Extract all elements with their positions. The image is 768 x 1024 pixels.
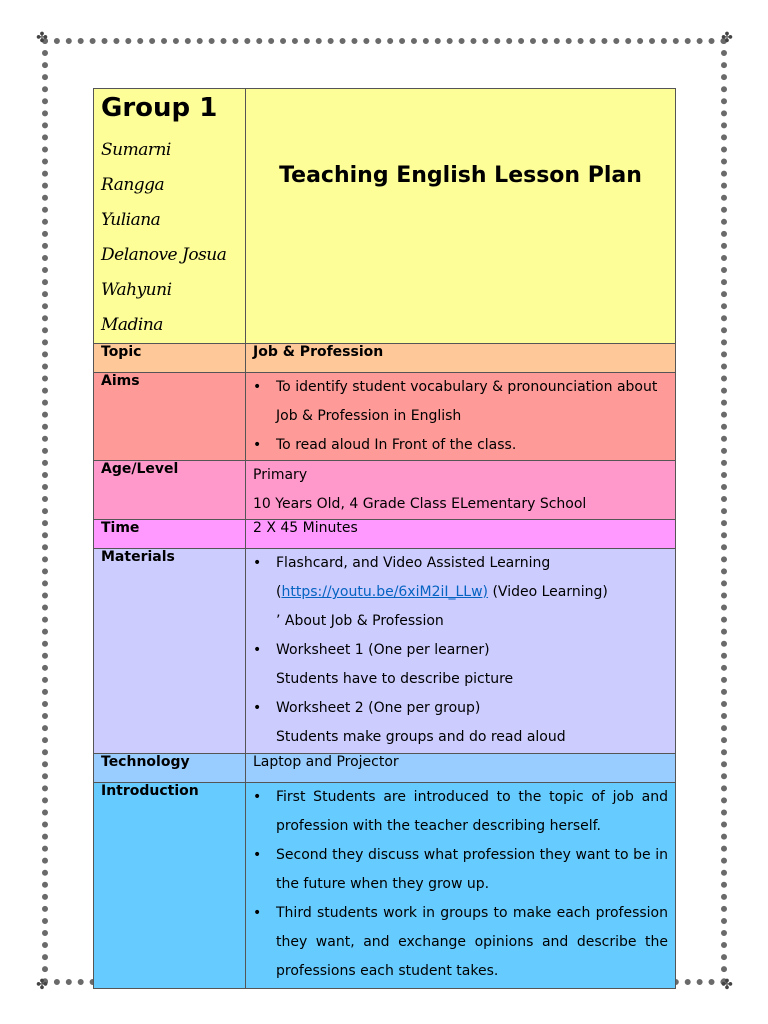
aims-row	[94, 373, 676, 461]
age-level-text: 10 Years Old, 4 Grade Class ELementary School	[253, 496, 587, 512]
bullet-icon: •	[253, 437, 262, 453]
list-item	[253, 431, 668, 460]
intro-text: First Students are introduced to the topic of job and	[276, 789, 668, 805]
material-text: ’ About Job & Profession	[276, 613, 444, 629]
bullet-icon: •	[253, 555, 262, 571]
group-title: Group 1	[101, 93, 218, 123]
material-text: (	[276, 584, 282, 600]
age-level-row	[94, 461, 676, 520]
material-text: Students have to describe picture	[276, 671, 514, 687]
technology-label: Technology	[94, 754, 246, 783]
technology-value: Laptop and Projector	[246, 754, 676, 783]
technology-row	[94, 754, 676, 783]
intro-text: Third students work in groups to make each profession	[276, 905, 668, 921]
intro-text: Second they discuss what profession they want to be in	[276, 847, 668, 863]
bullet-icon: •	[253, 905, 262, 921]
list-item	[253, 899, 668, 986]
age-level-cell	[246, 461, 676, 520]
aim-text: To identify student vocabulary & pronounciation about	[276, 379, 658, 395]
aim-text: To read aloud In Front of the class.	[276, 437, 517, 453]
material-text: Flashcard, and Video Assisted Learning	[276, 555, 551, 571]
intro-text: they want, and exchange opinions and describe the	[276, 934, 668, 950]
intro-text: professions each student takes.	[276, 963, 499, 979]
time-row	[94, 520, 676, 549]
member-name: Delanove Josua	[101, 245, 227, 265]
introduction-cell	[246, 783, 676, 989]
member-list	[101, 133, 238, 343]
time-value: 2 X 45 Minutes	[246, 520, 676, 549]
aims-cell	[246, 373, 676, 461]
materials-label: Materials	[94, 549, 246, 754]
intro-text: the future when they grow up.	[276, 876, 490, 892]
lesson-plan-table	[93, 88, 676, 989]
materials-row	[94, 549, 676, 754]
member-name: Sumarni Rangga	[101, 140, 171, 195]
corner-ornament-icon: ✤	[36, 30, 48, 46]
corner-ornament-icon: ✤	[721, 30, 733, 46]
introduction-row	[94, 783, 676, 989]
material-text: Worksheet 2 (One per group)	[276, 700, 481, 716]
list-item	[253, 373, 668, 431]
age-level-label: Age/Level	[94, 461, 246, 520]
title-cell	[246, 89, 676, 344]
introduction-label: Introduction	[94, 783, 246, 989]
topic-value: Job & Profession	[246, 344, 676, 373]
page-title: Teaching English Lesson Plan	[279, 163, 642, 188]
bullet-icon: •	[253, 847, 262, 863]
aim-text: Job & Profession in English	[276, 408, 462, 424]
list-item	[253, 636, 668, 694]
video-link[interactable]: https://youtu.be/6xiM2iI_LLw)	[281, 584, 489, 600]
material-text: Students make groups and do read aloud	[276, 729, 566, 745]
header-row	[94, 89, 676, 344]
aims-label: Aims	[94, 373, 246, 461]
material-text: (Video Learning)	[488, 584, 608, 600]
group-cell	[94, 89, 246, 344]
materials-cell	[246, 549, 676, 754]
time-label: Time	[94, 520, 246, 549]
corner-ornament-icon: ✤	[721, 977, 733, 993]
age-level-text: Primary	[253, 467, 308, 483]
topic-row	[94, 344, 676, 373]
corner-ornament-icon: ✤	[36, 977, 48, 993]
bullet-icon: •	[253, 379, 262, 395]
member-name: Yuliana	[101, 210, 161, 230]
topic-label: Topic	[94, 344, 246, 373]
bullet-icon: •	[253, 642, 262, 658]
list-item	[253, 783, 668, 841]
member-name: Wahyuni Madina	[101, 280, 172, 335]
bullet-icon: •	[253, 700, 262, 716]
material-text: Worksheet 1 (One per learner)	[276, 642, 490, 658]
list-item	[253, 549, 668, 636]
bullet-icon: •	[253, 789, 262, 805]
intro-text: profession with the teacher describing herself.	[276, 818, 601, 834]
list-item	[253, 841, 668, 899]
list-item	[253, 694, 668, 752]
